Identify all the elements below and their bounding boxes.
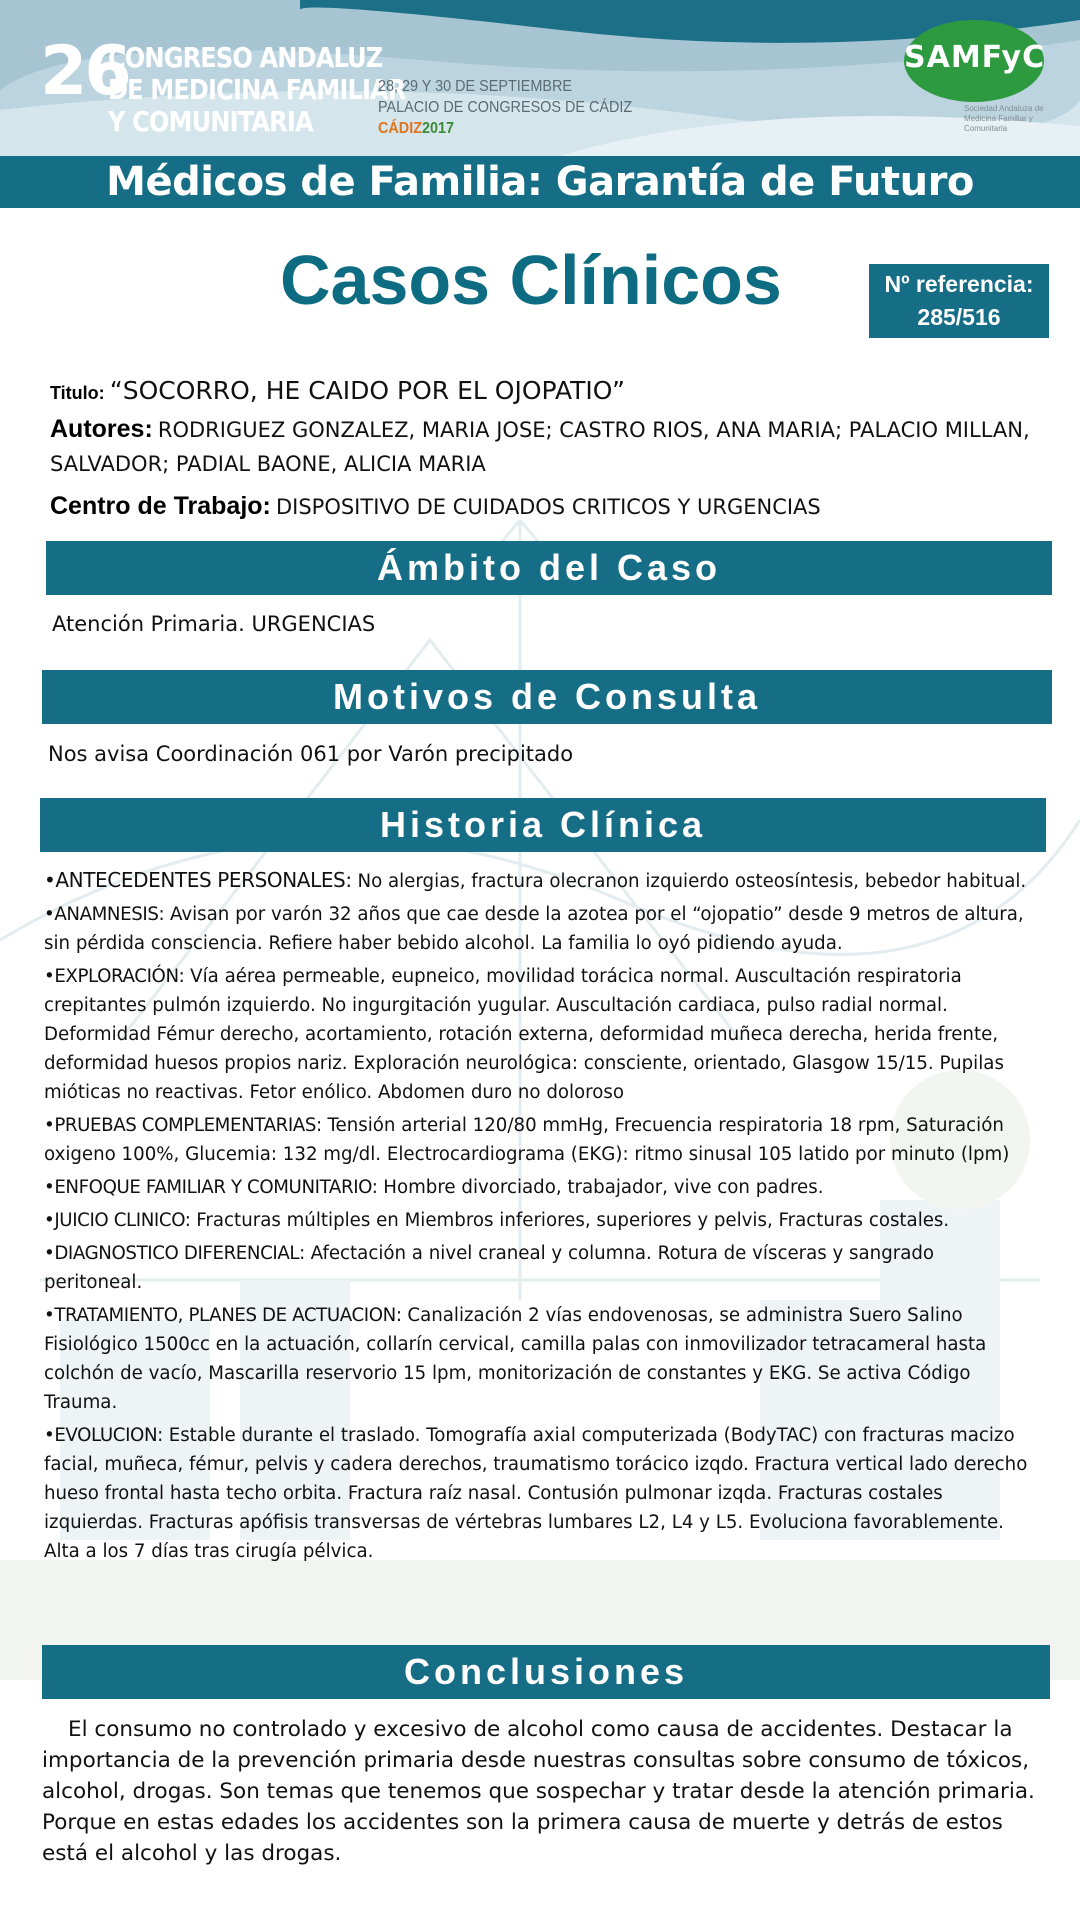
venue-text: PALACIO DE CONGRESOS DE CÁDIZ bbox=[378, 99, 633, 116]
historia-list bbox=[44, 866, 1036, 1570]
slogan-banner: Médicos de Familia: Garantía de Futuro bbox=[0, 156, 1080, 208]
authors-label: Autores: bbox=[50, 415, 153, 443]
congress-dates bbox=[378, 76, 632, 139]
historia-item: •TRATAMIENTO, PLANES DE ACTUACION: Canalización 2 vías endovenosas, se administra Suero Salino Fisiológico 1500cc en la actuación, collarín cervical, camilla palas con inmovilizador tetracameral hasta colchón de vacío, Mascarilla reservorio 15 lpm, monitorización de constantes y EKG. Se activa Código Trauma. bbox=[44, 1305, 987, 1413]
center-label: Centro de Trabajo: bbox=[50, 492, 271, 520]
title-value: “SOCORRO, HE CAIDO POR EL OJOPATIO” bbox=[109, 376, 625, 405]
work-center bbox=[50, 492, 1050, 521]
historia-item: •PRUEBAS COMPLEMENTARIAS: Tensión arterial 120/80 mmHg, Frecuencia respiratoria 18 rpm, Saturación oxigeno 100%, Glucemia: 132 mg/dl. Electrocardiograma (EKG): ritmo sinusal 105 latido por minuto (lpm) bbox=[44, 1115, 1010, 1165]
reference-box bbox=[869, 264, 1049, 338]
year-text: 2017 bbox=[422, 120, 455, 137]
city-year bbox=[378, 118, 632, 139]
samfyc-logo bbox=[904, 20, 1044, 140]
conclusiones-text: El consumo no controlado y excesivo de alcohol como causa de accidentes. Destacar la importancia de la prevención primaria desde nuestras consultas sobre consumo de tóxicos, alcohol, drogas. Son temas que tenemos que sospechar y tratar desde la atención primaria. Porque en estas edades los accidentes son la primera causa de muerte y detrás de estos está el alcohol y las drogas. bbox=[42, 1717, 1035, 1866]
historia-item: •ANTECEDENTES PERSONALES: No alergias, fractura olecranon izquierdo osteosíntesis, bebedor habitual. bbox=[44, 868, 1027, 892]
congress-line: CONGRESO ANDALUZ bbox=[108, 41, 383, 74]
historia-item: •EVOLUCION: Estable durante el traslado. Tomografía axial computerizada (BodyTAC) con fracturas macizo facial, muñeca, fémur, pelvis y cadera derechos, traumatismo torácico izqdo. Fractura vertical lado derecho hueso frontal hasta techo orbita. Fractura raíz nasal. Contusión pulmonar izqda. Fracturas costales izquierdas. Fracturas apófisis transversas de vértebras lumbares L2, L4 y L5. Evoluciona favorablemente. Alta a los 7 días tras cirugía pélvica. bbox=[44, 1425, 1028, 1562]
historia-item: •ENFOQUE FAMILIAR Y COMUNITARIO: Hombre divorciado, trabajador, vive con padres. bbox=[44, 1177, 824, 1198]
logo-text: SAMFyC bbox=[904, 40, 1046, 75]
dates-text: 28, 29 Y 30 DE SEPTIEMBRE bbox=[378, 78, 572, 95]
section-heading-motivos: Motivos de Consulta bbox=[42, 670, 1052, 724]
logo-subtitle: Sociedad Andaluza de Medicina Familiar y Comunitaria bbox=[964, 104, 1044, 133]
ambito-text: Atención Primaria. URGENCIAS bbox=[52, 612, 376, 636]
congress-line: Y COMUNITARIA bbox=[108, 105, 313, 138]
section-heading-conclusiones: Conclusiones bbox=[42, 1645, 1050, 1699]
case-title bbox=[50, 376, 1050, 405]
congress-header bbox=[0, 0, 1080, 156]
congress-line: DE MEDICINA FAMILIAR bbox=[108, 73, 406, 106]
section-heading-ambito: Ámbito del Caso bbox=[46, 541, 1052, 595]
congress-number: 26 bbox=[40, 32, 129, 111]
historia-item: •JUICIO CLINICO: Fracturas múltiples en Miembros inferiores, superiores y pelvis, Fracturas costales. bbox=[44, 1210, 950, 1231]
case-authors bbox=[50, 413, 1050, 482]
center-value: DISPOSITIVO DE CUIDADOS CRITICOS Y URGENCIAS bbox=[275, 495, 821, 519]
reference-label: Nº referencia: bbox=[884, 271, 1034, 297]
title-label: Titulo: bbox=[50, 383, 105, 403]
congress-name bbox=[108, 42, 406, 138]
historia-item: •ANAMNESIS: Avisan por varón 32 años que cae desde la azotea por el “ojopatio” desde 9 metros de altura, sin pérdida consciencia. Refiere haber bebido alcohol. La familia lo oyó pidiendo ayuda. bbox=[44, 904, 1024, 954]
historia-item: •EXPLORACIÓN: Vía aérea permeable, eupneico, movilidad torácica normal. Auscultación respiratoria crepitantes pulmón izquierdo. No ingurgitación yugular. Auscultación cardiaca, pulso radial normal. Deformidad Fémur derecho, acortamiento, rotación externa, deformidad muñeca derecha, herida frente, deformidad huesos propios nariz. Exploración neurológica: consciente, orientado, Glasgow 15/15. Pupilas mióticas no reactivas. Fetor enólico. Abdomen duro no doloroso bbox=[44, 966, 1004, 1103]
section-heading-historia: Historia Clínica bbox=[40, 798, 1046, 852]
historia-item: •DIAGNOSTICO DIFERENCIAL: Afectación a nivel craneal y columna. Rotura de vísceras y sangrado peritoneal. bbox=[44, 1243, 935, 1293]
authors-value: RODRIGUEZ GONZALEZ, MARIA JOSE; CASTRO RIOS, ANA MARIA; PALACIO MILLAN, SALVADOR; PADIAL BAONE, ALICIA MARIA bbox=[50, 418, 1030, 476]
page-title: Casos Clínicos bbox=[280, 241, 782, 319]
reference-value: 285/516 bbox=[917, 304, 1001, 330]
city-text: CÁDIZ bbox=[378, 120, 423, 137]
motivos-text: Nos avisa Coordinación 061 por Varón precipitado bbox=[48, 742, 574, 766]
